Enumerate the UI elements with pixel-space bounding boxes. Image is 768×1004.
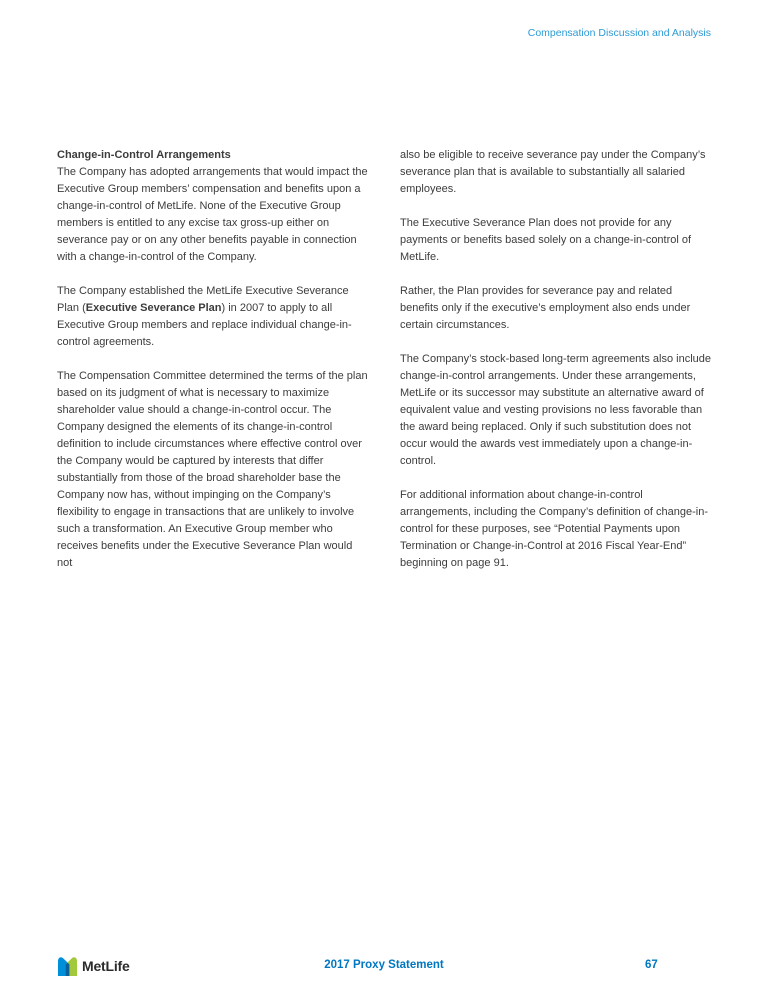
footer-page-number: 67 — [645, 959, 658, 971]
paragraph-plan-provides: Rather, the Plan provides for severance pay and related benefits only if the executive’s employment also ends under certain circumstances. — [400, 285, 691, 331]
paragraph-text: ) in 2007 to apply to all Executive Group members and replace individual change-in-control agreements. — [57, 302, 352, 348]
footer-document-title: 2017 Proxy Statement — [324, 959, 444, 971]
paragraph-additional-information: For additional information about change-in-control arrangements, including the Company’s definition of change-in-control for these purposes, see “Potential Payments upon Termination or Change-in-Control at 2016 Fiscal Year-End” beginning on page 91. — [400, 489, 708, 569]
metlife-wordmark: MetLife — [82, 957, 130, 974]
severance-plan-bold-term: Executive Severance Plan — [85, 302, 222, 314]
left-column — [57, 147, 369, 572]
paragraph-stock-based-agreements: The Company’s stock-based long-term agreements also include change-in-control arrangements. Under these arrangements, MetLife or its successor may substitute an alternative award of equivalent value and vesting provisions no less favorable than the award being replaced. Only if such substitution does not occur would the awards vest immediately upon a change-in-control. — [400, 353, 712, 467]
paragraph-text: The Company established the MetLife Executive Severance Plan ( — [57, 285, 349, 314]
left-column-heading: Change-in-Control Arrangements — [57, 149, 231, 161]
paragraph-severance-plan-established — [57, 283, 369, 351]
paragraph-change-in-control-intro: The Company has adopted arrangements that would impact the Executive Group members’ compensation and benefits upon a change-in-control of MetLife. None of the Executive Group members is entitled to any excise tax gross-up either on severance pay or on any other benefits payable in connection with a change-in-control of the Company. — [57, 166, 368, 263]
paragraph-severance-eligibility: also be eligible to receive severance pay under the Company’s severance plan that is available to substantially all salaried employees. — [400, 149, 706, 195]
paragraph-committee-terms: The Compensation Committee determined the terms of the plan based on its judgment of what is necessary to maximize shareholder value should a change-in-control occur. The Company designed the elements of its change-in-control definition to include circumstances where effective control over the Company would be captured by interests that differ substantially from those of the broad shareholder base the Company now has, without impinging on the Company’s flexibility to engage in transactions that are unlikely to involve such a transformation. An Executive Group member who receives benefits under the Executive Severance Plan would not — [57, 370, 368, 569]
right-column — [400, 147, 712, 572]
paragraph-no-payments-solely: The Executive Severance Plan does not provide for any payments or benefits based solely on a change-in-control of MetLife. — [400, 217, 692, 263]
section-header: Compensation Discussion and Analysis — [527, 27, 711, 39]
